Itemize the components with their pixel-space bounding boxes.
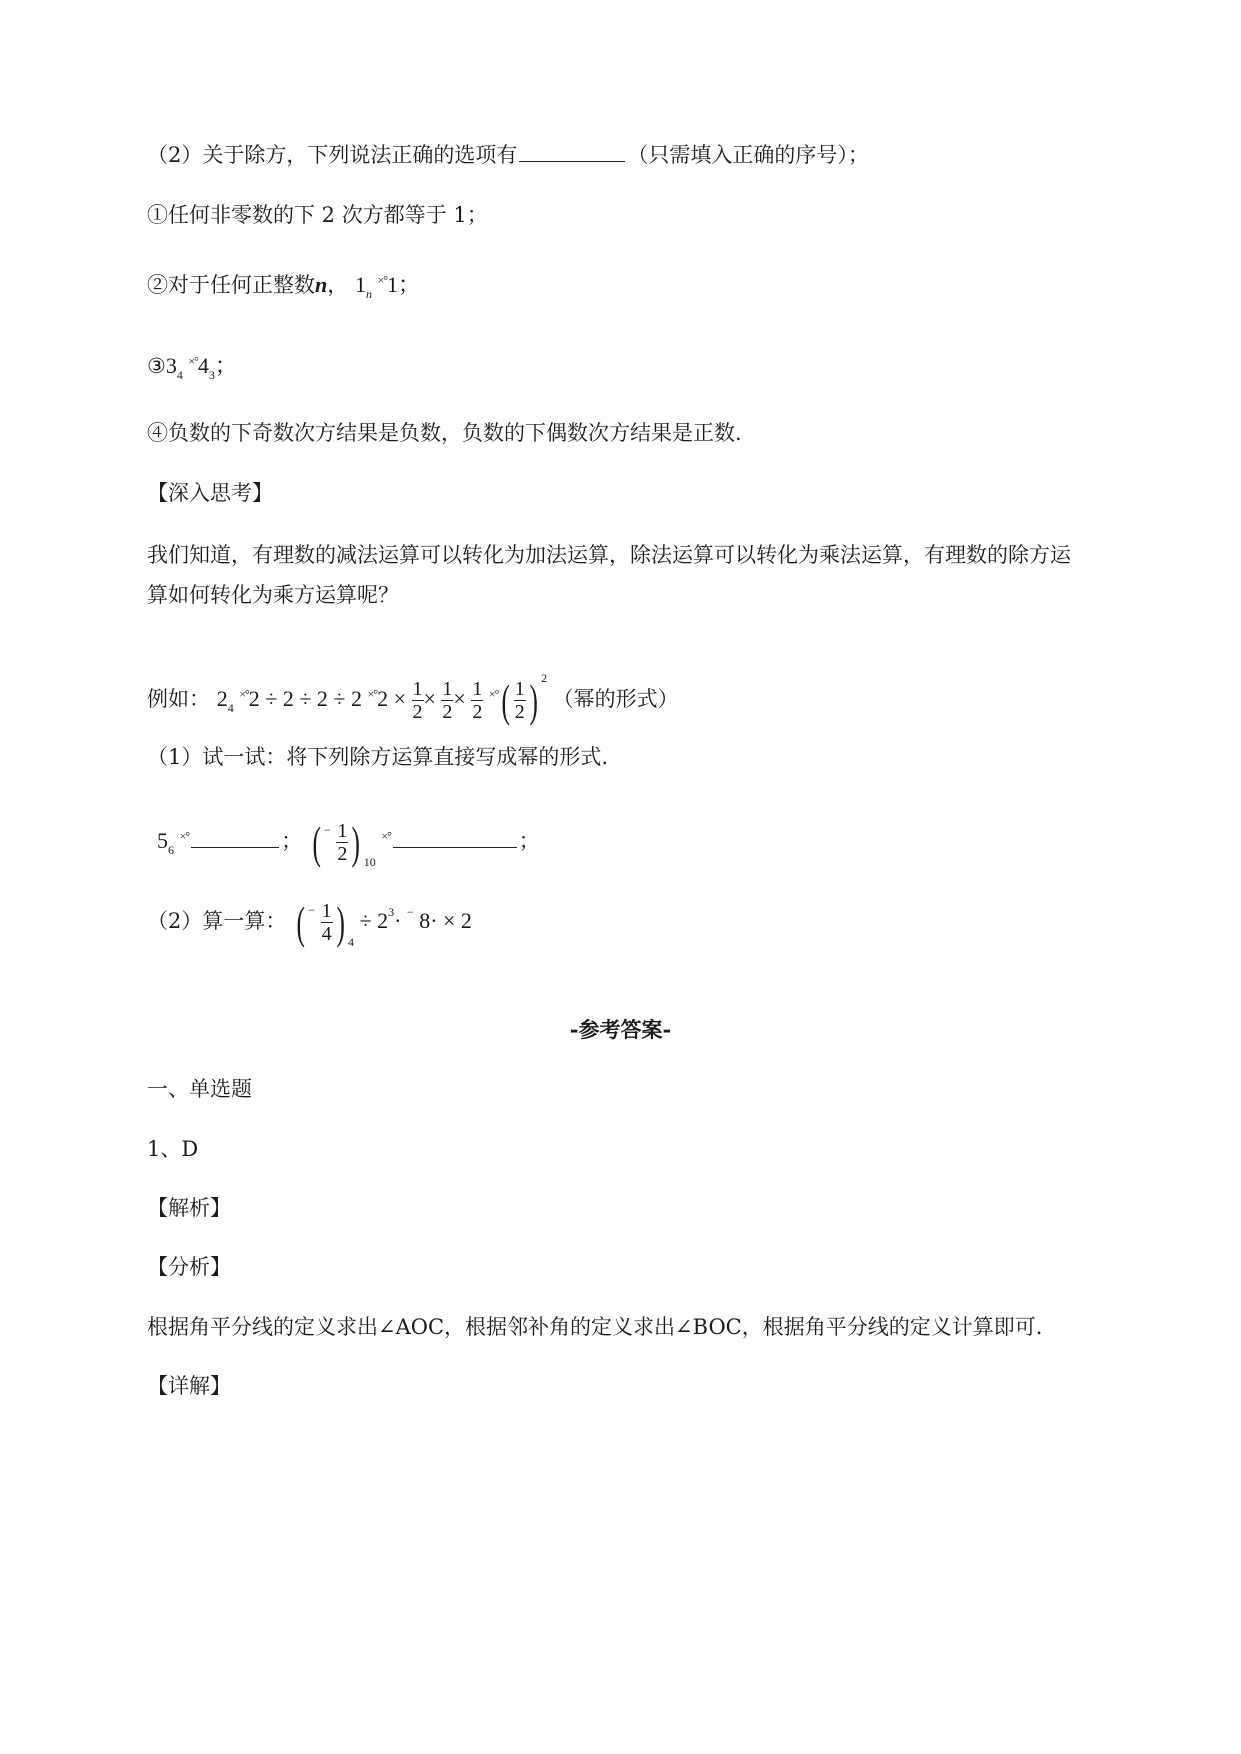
try-blank-1[interactable] xyxy=(191,846,279,848)
fenxi-heading: 【分析】 xyxy=(147,1255,231,1279)
expression-1n: $1_n$ ×°1； xyxy=(354,272,421,301)
fraction-half: $\frac{1}{2}$ xyxy=(472,678,483,724)
calc-expression: ( − $\frac{1}{4}$ ) $_4 \div 2^3\cdot ^-$ 8· × 2 xyxy=(296,896,472,949)
option-2 xyxy=(147,265,420,309)
question-2-prompt xyxy=(147,140,869,170)
example-note: （幂的形式） xyxy=(552,687,679,711)
answer-blank[interactable] xyxy=(519,160,625,162)
separator: ； xyxy=(281,829,303,853)
deep-paragraph-line-1: 我们知道，有理数的减法运算可以转化为加法运算，除法运算可以转化为乘法运算，有理数的除方运 xyxy=(147,543,1071,567)
separator: ； xyxy=(518,829,540,853)
try-expression-5: $5_6$ ×° xyxy=(157,828,190,857)
answer-1: 1、D xyxy=(147,1137,199,1161)
try-label: （1）试一试：将下列除方运算直接写成幂的形式. xyxy=(147,745,609,769)
option-4: ④负数的下奇数次方结果是负数，负数的下偶数次方结果是正数. xyxy=(147,421,742,445)
prompt-hint: （只需填入正确的序号）； xyxy=(627,143,869,167)
calc-line xyxy=(147,880,472,972)
variable-n: n xyxy=(315,272,328,297)
option-3 xyxy=(147,346,237,390)
fraction-half: $\frac{1}{2}$ xyxy=(412,678,423,724)
fenxi-text: 根据角平分线的定义求出∠AOC，根据邻补角的定义求出∠BOC，根据角平分线的定义计算即可. xyxy=(147,1315,1043,1339)
answer-title: -参考答案- xyxy=(569,1017,672,1042)
separator: ， xyxy=(327,273,349,297)
analysis-heading: 【解析】 xyxy=(147,1196,231,1220)
example-line xyxy=(147,648,679,738)
deep-thinking-heading: 【深入思考】 xyxy=(147,481,273,505)
fraction-half: $\frac{1}{2}$ xyxy=(442,678,453,724)
detail-heading: 【详解】 xyxy=(147,1374,231,1398)
option-2-text: ②对于任何正整数 xyxy=(147,273,315,297)
section-heading: 一、单选题 xyxy=(147,1077,252,1101)
example-expression: $2_4$ ×°2 ÷ 2 ÷ 2 ÷ 2 ×°2 × $\frac{1}{2}$ × $\frac{1}{2}$ × $\frac{1}{2}$ ×°( $\frac{1}{2}$ ) $^2$ xyxy=(216,671,548,726)
expression-34: $3_4$ $^{\times^\circ}4_3$； xyxy=(165,353,237,382)
option-1: ①任何非零数的下 2 次方都等于 1； xyxy=(147,203,488,227)
option-3-marker: ③ xyxy=(147,354,166,378)
deep-paragraph-line-2: 算如何转化为乘方运算呢？ xyxy=(147,583,399,607)
prompt-text: （2）关于除方，下列说法正确的选项有 xyxy=(147,143,518,167)
try-line xyxy=(157,800,540,892)
try-blank-2[interactable] xyxy=(393,846,517,848)
fraction-half: $\frac{1}{2}$ xyxy=(514,678,525,724)
calc-label: （2）算一算： xyxy=(147,909,287,933)
try-expression-neg-half: ( − $\frac{1}{2}$ ) $_{10}$ ×° xyxy=(312,816,391,869)
example-label: 例如： xyxy=(147,687,210,711)
